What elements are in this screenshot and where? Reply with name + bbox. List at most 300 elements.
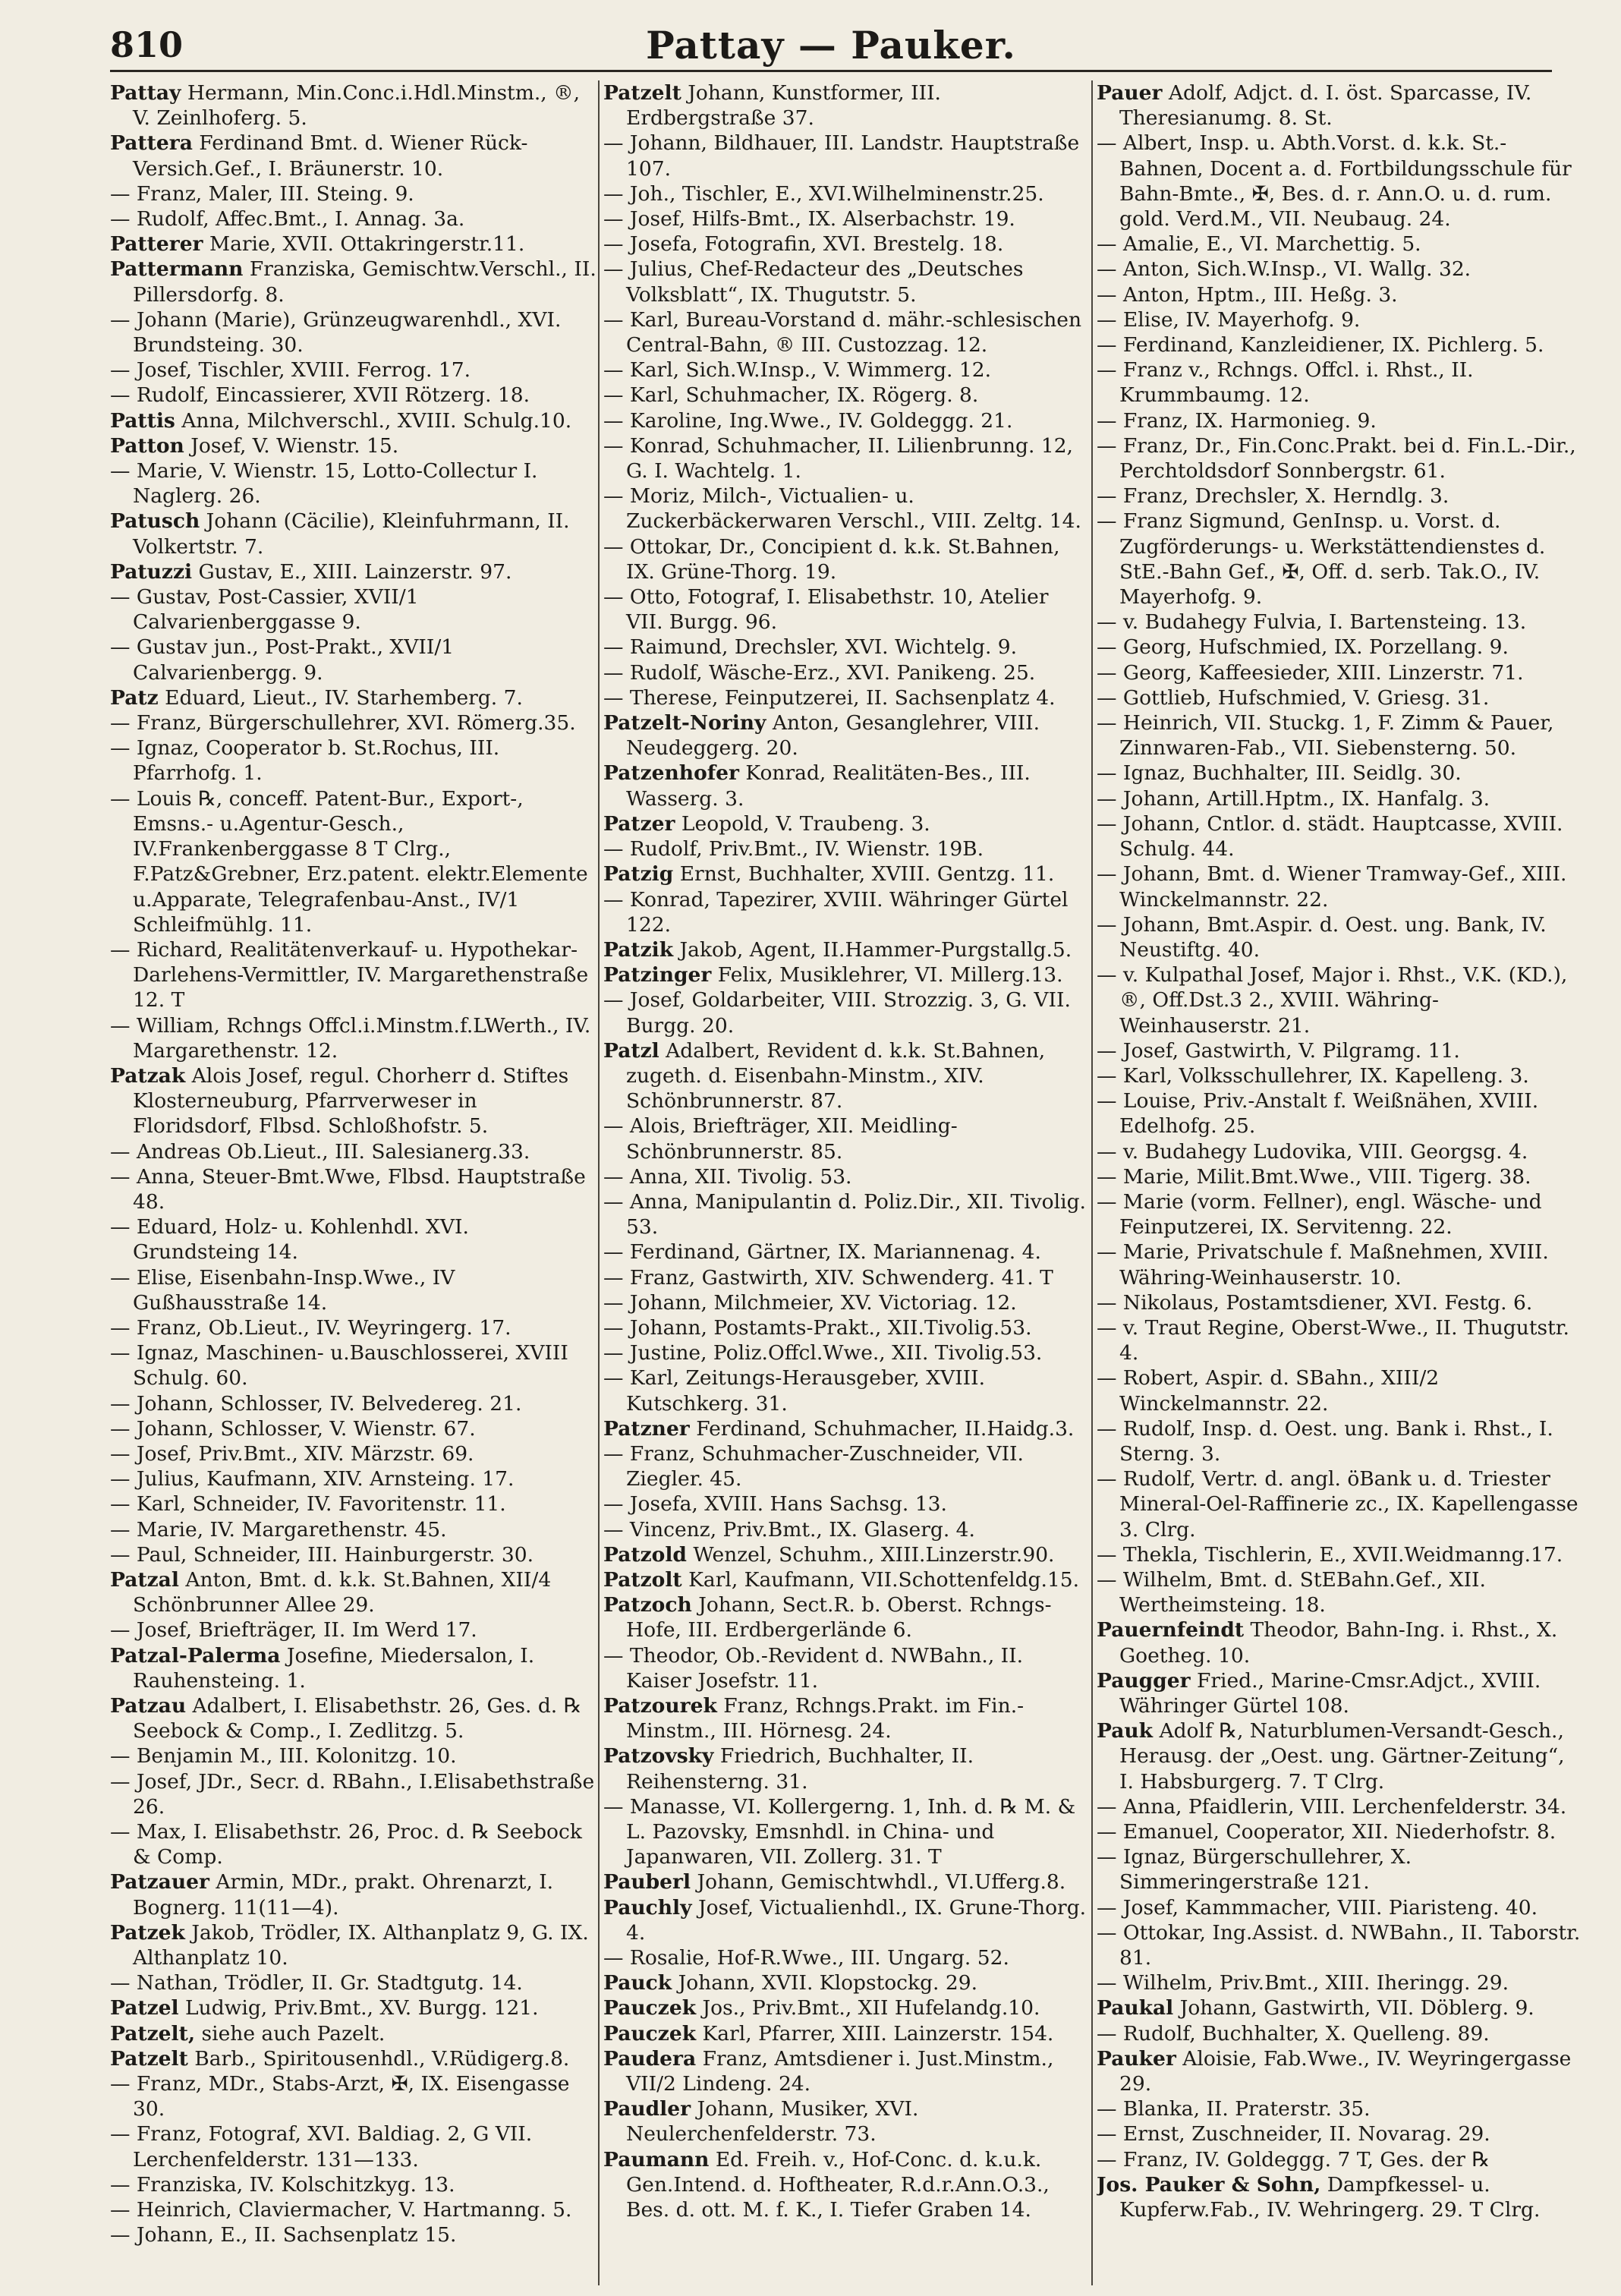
entry-details: — Benjamin M., III. Kolonitzg. 10. xyxy=(110,1744,457,1768)
entry-details: — Nathan, Trödler, II. Gr. Stadtgutg. 14. xyxy=(110,1971,523,1995)
entry-surname: Pauer xyxy=(1097,81,1163,105)
directory-entry xyxy=(1097,912,1584,962)
directory-entry xyxy=(603,1995,1091,2020)
directory-entry xyxy=(1097,962,1584,1038)
directory-entry xyxy=(1097,1794,1584,1819)
entry-details: — Franz, MDr., Stabs-Arzt, ✠, IX. Eisengasse 30. xyxy=(110,2072,570,2121)
entry-details: — Karoline, Ing.Wwe., IV. Goldeggg. 21. xyxy=(603,408,1013,433)
directory-entry xyxy=(1097,1189,1584,1239)
entry-details: — Josefa, XVIII. Hans Sachsg. 13. xyxy=(603,1492,947,1516)
entry-surname: Paudera xyxy=(603,2046,697,2071)
directory-entry xyxy=(1097,509,1584,609)
directory-entry xyxy=(110,1416,597,1441)
directory-entry xyxy=(110,383,597,408)
entry-details: Johann, Gastwirth, VII. Döblerg. 9. xyxy=(1173,1996,1534,2020)
entry-details: — Franz, Maler, III. Steing. 9. xyxy=(110,181,414,206)
directory-entry xyxy=(603,2096,1091,2146)
entry-surname: Patzak xyxy=(110,1063,186,1088)
entry-details: — Richard, Realitätenverkauf- u. Hypothekar-Darlehens-Vermittler, IV. Margarethenstraße 12. T xyxy=(110,937,589,1013)
entry-details: — Ignaz, Bürgerschullehrer, X. Simmeringerstraße 121. xyxy=(1097,1845,1412,1894)
directory-entry xyxy=(1097,433,1584,483)
directory-entry xyxy=(1097,761,1584,786)
entry-details: — Marie, Privatschule f. Maßnehmen, XVIII. Währing-Weinhauserstr. 10. xyxy=(1097,1240,1549,1290)
entry-details: — Anna, Pfaidlerin, VIII. Lerchenfelderstr. 34. xyxy=(1097,1794,1567,1819)
directory-entry xyxy=(110,1819,597,1869)
entry-details: Armin, MDr., prakt. Ohrenarzt, I. Bognerg. 11(11—4). xyxy=(133,1870,554,1920)
entry-details: — Marie, V. Wienstr. 15, Lotto-Collectur I. Naglerg. 26. xyxy=(110,459,538,509)
directory-entry xyxy=(603,534,1091,584)
entry-details: Ferdinand, Schuhmacher, II.Haidg.3. xyxy=(689,1416,1075,1441)
directory-entry xyxy=(603,2021,1091,2046)
entry-details: — Rudolf, Wäsche-Erz., XVI. Panikeng. 25. xyxy=(603,660,1036,685)
entry-details: — Georg, Hufschmied, IX. Porzellang. 9. xyxy=(1097,635,1509,660)
entry-details: — Karl, Sich.W.Insp., V. Wimmerg. 12. xyxy=(603,358,992,383)
entry-details: — Ignaz, Maschinen- u.Bauschlosserei, XVIII Schulg. 60. xyxy=(110,1341,568,1391)
entry-details: Ed. Freih. v., Hof-Conc. d. k.u.k. Gen.Intend. d. Hoftheater, R.d.r.Ann.O.3., Bes. d. ott. M. f. K., I. Tiefer Graben 14. xyxy=(626,2147,1050,2222)
directory-entry xyxy=(603,1441,1091,1491)
entry-details: — Franz Sigmund, GenInsp. u. Vorst. d. Zugförderungs- u. Werkstättendienstes d. StE.-Bahn Gef., ✠, Off. d. serb. Tak.O., IV. Mayerhofg. 9. xyxy=(1097,509,1546,609)
entry-surname: Patzourek xyxy=(603,1694,717,1718)
directory-entry xyxy=(1097,1416,1584,1466)
directory-entry xyxy=(603,1265,1091,1290)
entry-surname: Patzold xyxy=(603,1542,687,1567)
directory-entry xyxy=(110,1063,597,1139)
directory-entry xyxy=(1097,1895,1584,1920)
entry-details: — Josefa, Fotografin, XVI. Brestelg. 18. xyxy=(603,232,1004,257)
directory-entry xyxy=(110,1214,597,1265)
entry-details: — Marie, Milit.Bmt.Wwe., VIII. Tigerg. 38. xyxy=(1097,1164,1531,1189)
directory-entry xyxy=(603,761,1091,811)
directory-entry xyxy=(110,710,597,735)
entry-details: — Franz v., Rchngs. Offcl. i. Rhst., II. Krummbaumg. 12. xyxy=(1097,358,1474,408)
directory-entry xyxy=(1097,1466,1584,1542)
directory-entry xyxy=(603,307,1091,357)
entry-details: — Marie, IV. Margarethenstr. 45. xyxy=(110,1517,447,1542)
entry-details: Gustav, E., XIII. Lainzerstr. 97. xyxy=(192,559,512,584)
directory-entry xyxy=(1097,2096,1584,2121)
directory-entry xyxy=(110,1491,597,1516)
entry-details: — Anton, Sich.W.Insp., VI. Wallg. 32. xyxy=(1097,257,1471,282)
entry-details: Ludwig, Priv.Bmt., XV. Burgg. 121. xyxy=(178,1996,539,2020)
entry-details: — Marie (vorm. Fellner), engl. Wäsche- und Feinputzerei, IX. Servitenng. 22. xyxy=(1097,1189,1542,1239)
directory-entry xyxy=(603,1239,1091,1265)
directory-entry xyxy=(603,2147,1091,2223)
directory-entry xyxy=(603,181,1091,206)
directory-entry xyxy=(110,1743,597,1768)
directory-entry xyxy=(110,509,597,559)
directory-entry xyxy=(1097,1718,1584,1794)
entry-surname: Pauchly xyxy=(603,1895,692,1920)
directory-entry xyxy=(1097,1139,1584,1164)
page-header xyxy=(110,17,1552,72)
directory-entry xyxy=(110,685,597,710)
entry-details: Franziska, Gemischtw.Verschl., II. Pillersdorfg. 8. xyxy=(133,257,596,307)
directory-entry xyxy=(603,887,1091,937)
entry-details: — Johann, Postamts-Prakt., XII.Tivolig.53. xyxy=(603,1315,1032,1340)
directory-entry xyxy=(603,2046,1091,2096)
directory-entry xyxy=(603,962,1091,987)
directory-entry xyxy=(603,483,1091,534)
entry-details: — Johann, Artill.Hptm., IX. Hanfalg. 3. xyxy=(1097,786,1490,811)
entry-details: — Karl, Schneider, IV. Favoritenstr. 11. xyxy=(110,1492,506,1516)
entry-surname: Patz xyxy=(110,685,159,710)
directory-entry xyxy=(1097,1668,1584,1718)
directory-entry xyxy=(110,2197,597,2222)
entry-details: Karl, Pfarrer, XIII. Lainzerstr. 154. xyxy=(696,2021,1054,2046)
entry-details: — Josef, Tischler, XVIII. Ferrog. 17. xyxy=(110,358,471,383)
entry-surname: Pauberl xyxy=(603,1870,691,1894)
entry-details: Adalbert, Revident d. k.k. St.Bahnen, zugeth. d. Eisenbahn-Minstm., XIV. Schönbrunnerstr. 87. xyxy=(626,1038,1046,1113)
entry-details: — Josef, JDr., Secr. d. RBahn., I.Elisabethstraße 26. xyxy=(110,1769,595,1819)
entry-details: Fried., Marine-Cmsr.Adjct., XVIII. Währinger Gürtel 108. xyxy=(1119,1668,1541,1718)
entry-details: — Franz, Fotograf, XVI. Baldiag. 2, G VII. Lerchenfelderstr. 131—133. xyxy=(110,2122,533,2172)
directory-entry xyxy=(603,811,1091,836)
entry-details: — Louise, Priv.-Anstalt f. Weißnähen, XVIII. Edelhofg. 25. xyxy=(1097,1089,1539,1139)
directory-entry xyxy=(1097,1088,1584,1139)
directory-entry xyxy=(1097,710,1584,761)
directory-entry xyxy=(110,1441,597,1466)
directory-entry xyxy=(603,1592,1091,1642)
entry-details: — Anna, Manipulantin d. Poliz.Dir., XII. Tivolig. 53. xyxy=(603,1189,1086,1239)
entry-details: — Konrad, Schuhmacher, II. Lilienbrunng. 12, G. I. Wachtelg. 1. xyxy=(603,433,1073,483)
entry-surname: Patzelt xyxy=(110,2046,188,2071)
entry-details: — Nikolaus, Postamtsdiener, XVI. Festg. 6. xyxy=(1097,1290,1533,1315)
directory-entry xyxy=(1097,1315,1584,1365)
directory-entry xyxy=(110,735,597,786)
directory-entry xyxy=(110,80,597,131)
entry-details: Anna, Milchverschl., XVIII. Schulg.10. xyxy=(175,408,572,433)
entry-details: Jakob, Trödler, IX. Althanplatz 9, G. IX. Althanplatz 10. xyxy=(133,1920,589,1970)
directory-entry xyxy=(603,1567,1091,1592)
directory-entry xyxy=(1097,1819,1584,1844)
directory-entry xyxy=(603,257,1091,307)
directory-entry xyxy=(110,584,597,635)
entry-surname: Patzelt xyxy=(603,81,681,105)
entry-details: — Rudolf, Affec.Bmt., I. Annag. 3a. xyxy=(110,207,465,231)
entry-details: Johann, XVII. Klopstockg. 29. xyxy=(672,1971,978,1995)
entry-details: — Thekla, Tischlerin, E., XVII.Weidmanng.17. xyxy=(1097,1542,1563,1567)
entry-surname: Patzoch xyxy=(603,1593,692,1617)
entry-details: — Karl, Bureau-Vorstand d. mähr.-schlesischen Central-Bahn, ® III. Custozzag. 12. xyxy=(603,307,1082,357)
entry-surname: Pattera xyxy=(110,131,193,156)
directory-entry xyxy=(1097,635,1584,660)
entry-surname: Patzer xyxy=(603,811,675,836)
entry-details: — Konrad, Tapezirer, XVIII. Währinger Gürtel 122. xyxy=(603,887,1069,937)
directory-entry xyxy=(110,1517,597,1542)
directory-entry xyxy=(1097,1038,1584,1063)
directory-entry xyxy=(110,1693,597,1743)
entry-details: — Alois, Briefträger, XII. Meidling-Schönbrunnerstr. 85. xyxy=(603,1114,958,1164)
entry-details: — Rudolf, Vertr. d. angl. öBank u. d. Triester Mineral-Oel-Raffinerie zc., IX. Kapellengasse 3. Clrg. xyxy=(1097,1467,1579,1542)
entry-details: Franz, Amtsdiener i. Just.Minstm., VII/2 Lindeng. 24. xyxy=(626,2046,1054,2096)
entry-details: Dampfkessel- u. Kupferw.Fab., IV. Wehringerg. 29. T Clrg. xyxy=(1119,2172,1541,2222)
directory-entry xyxy=(603,584,1091,635)
entry-details: — Ignaz, Cooperator b. St.Rochus, III. Pfarrhofg. 1. xyxy=(110,736,500,786)
directory-entry xyxy=(110,231,597,257)
entry-surname: Patzl xyxy=(603,1038,659,1063)
entry-details: — Andreas Ob.Lieut., III. Salesianerg.33. xyxy=(110,1139,530,1164)
directory-entry xyxy=(1097,861,1584,912)
entry-details: Felix, Musiklehrer, VI. Millerg.13. xyxy=(711,963,1063,987)
entry-details: Ferdinand Bmt. d. Wiener Rück-Versich.Gef., I. Bräunerstr. 10. xyxy=(133,131,528,181)
directory-entry xyxy=(110,635,597,685)
entry-details: — Ignaz, Buchhalter, III. Seidlg. 30. xyxy=(1097,761,1462,786)
entry-surname: Patusch xyxy=(110,509,200,534)
directory-entry xyxy=(603,80,1091,131)
entry-details: Johann, Gemischtwhdl., VI.Ufferg.8. xyxy=(691,1870,1066,1894)
entry-details: — Franz, Dr., Fin.Conc.Prakt. bei d. Fin.L.-Dir., Perchtoldsdorf Sonnbergstr. 61. xyxy=(1097,433,1576,483)
entry-details: — Albert, Insp. u. Abth.Vorst. d. k.k. St.-Bahnen, Docent a. d. Fortbildungsschule für Bahn-Bmte., ✠, Bes. d. r. Ann.O. u. d. rum. gold. Verd.M., VII. Neubaug. 24. xyxy=(1097,131,1572,231)
directory-entry xyxy=(1097,1164,1584,1189)
directory-entry xyxy=(110,206,597,231)
directory-entry xyxy=(110,1970,597,1995)
entry-details: — v. Budahegy Fulvia, I. Bartensteing. 13. xyxy=(1097,610,1527,635)
directory-entry xyxy=(603,1743,1091,1794)
directory-entry xyxy=(603,1693,1091,1743)
directory-entry xyxy=(603,710,1091,761)
directory-entry xyxy=(1097,609,1584,635)
directory-entry xyxy=(1097,131,1584,231)
directory-entry xyxy=(110,1315,597,1340)
entry-details: siehe auch Pazelt. xyxy=(195,2021,386,2046)
entry-details: — Amalie, E., VI. Marchettig. 5. xyxy=(1097,232,1421,257)
directory-entry xyxy=(603,433,1091,483)
directory-entry xyxy=(1097,786,1584,811)
entry-details: — Eduard, Holz- u. Kohlenhdl. XVI. Grundsteing 14. xyxy=(110,1215,469,1265)
directory-entry xyxy=(603,1164,1091,1189)
entry-details: — Ottokar, Dr., Concipient d. k.k. St.Bahnen, IX. Grüne-Thorg. 19. xyxy=(603,534,1060,584)
entry-details: — Elise, Eisenbahn-Insp.Wwe., IV Gußhausstraße 14. xyxy=(110,1265,455,1315)
entry-surname: Patzelt, xyxy=(110,2021,196,2046)
entry-details: — Johann, Bmt. d. Wiener Tramway-Gef., XIII. Winckelmannstr. 22. xyxy=(1097,862,1567,912)
entry-details: — Franz, Drechsler, X. Herndlg. 3. xyxy=(1097,484,1449,509)
entry-details: — Karl, Zeitungs-Herausgeber, XVIII. Kutschkerg. 31. xyxy=(603,1366,986,1416)
entry-surname: Patzau xyxy=(110,1694,187,1718)
entry-details: — Josef, Priv.Bmt., XIV. Märzstr. 69. xyxy=(110,1441,474,1466)
directory-entry xyxy=(110,1013,597,1063)
entry-details: — Georg, Kaffeesieder, XIII. Linzerstr. 71. xyxy=(1097,660,1524,685)
entry-details: — Wilhelm, Bmt. d. StEBahn.Gef., XII. Wertheimsteing. 18. xyxy=(1097,1567,1486,1617)
directory-entry xyxy=(110,458,597,509)
entry-surname: Patzik xyxy=(603,937,674,962)
entry-details: — Franz, Schuhmacher-Zuschneider, VII. Ziegler. 45. xyxy=(603,1441,1024,1491)
entry-details: — Manasse, VI. Kollergerng. 1, Inh. d. ℞ M. & L. Pazovsky, Emsnhdl. in China- und Japanwaren, VII. Zollerg. 31. T xyxy=(603,1794,1076,1869)
entry-details: — Ferdinand, Kanzleidiener, IX. Pichlerg. 5. xyxy=(1097,333,1544,357)
directory-entry xyxy=(1097,2172,1584,2222)
entry-surname: Pattermann xyxy=(110,257,244,282)
entry-surname: Paugger xyxy=(1097,1668,1191,1693)
directory-entry xyxy=(110,1466,597,1491)
entry-details: — Gottlieb, Hufschmied, V. Griesg. 31. xyxy=(1097,685,1490,710)
column-middle xyxy=(603,80,1095,2285)
page-title: Pattay — Pauker. xyxy=(646,23,1016,68)
entry-details: — Karl, Schuhmacher, IX. Rögerg. 8. xyxy=(603,383,979,408)
directory-entry xyxy=(1097,257,1584,282)
entry-surname: Paukal xyxy=(1097,1996,1174,2020)
directory-entry xyxy=(110,559,597,584)
entry-details: — William, Rchngs Offcl.i.Minstm.f.LWerth., IV. Margarethenstr. 12. xyxy=(110,1013,591,1063)
directory-entry xyxy=(110,1995,597,2020)
entry-details: — Karl, Volksschullehrer, IX. Kapelleng. 3. xyxy=(1097,1063,1529,1088)
entry-details: — Blanka, II. Praterstr. 35. xyxy=(1097,2097,1371,2121)
entry-surname: Patzal-Palerma xyxy=(110,1643,281,1668)
entry-details: — Ottokar, Ing.Assist. d. NWBahn., II. Taborstr. 81. xyxy=(1097,1920,1581,1970)
entry-details: — Johann, E., II. Sachsenplatz 15. xyxy=(110,2223,457,2247)
entry-details: Adolf, Adjct. d. I. öst. Sparcasse, IV. Theresianumg. 8. St. xyxy=(1119,81,1532,131)
directory-entry xyxy=(110,786,597,937)
directory-entry xyxy=(110,1391,597,1416)
directory-entry xyxy=(1097,685,1584,710)
directory-entry xyxy=(603,937,1091,962)
entry-details: — Anton, Hptm., III. Heßg. 3. xyxy=(1097,282,1398,307)
directory-entry xyxy=(603,1895,1091,1945)
entry-details: — Franziska, IV. Kolschitzkyg. 13. xyxy=(110,2172,455,2197)
directory-entry xyxy=(603,1365,1091,1416)
entry-details: — Emanuel, Cooperator, XII. Niederhofstr. 8. xyxy=(1097,1820,1556,1844)
directory-entry xyxy=(110,1340,597,1391)
entry-details: — Franz, Ob.Lieut., IV. Weyringerg. 17. xyxy=(110,1315,511,1340)
directory-entry xyxy=(1097,231,1584,257)
entry-details: Anton, Gesanglehrer, VIII. Neudeggerg. 20. xyxy=(626,711,1040,761)
directory-entry xyxy=(603,987,1091,1038)
entry-details: Johann (Cäcilie), Kleinfuhrmann, II. Volkertstr. 7. xyxy=(133,509,570,559)
entry-details: — Rosalie, Hof-R.Wwe., III. Ungarg. 52. xyxy=(603,1946,1009,1970)
entry-details: — Johann, Schlosser, V. Wienstr. 67. xyxy=(110,1416,476,1441)
directory-entry xyxy=(110,2121,597,2172)
directory-entry xyxy=(110,2222,597,2247)
entry-surname: Patterer xyxy=(110,232,203,257)
directory-entry xyxy=(603,1416,1091,1441)
entry-surname: Patzinger xyxy=(603,963,712,987)
entry-surname: Patzelt-Noriny xyxy=(603,711,766,735)
entry-surname: Paudler xyxy=(603,2097,691,2121)
entry-details: — v. Traut Regine, Oberst-Wwe., II. Thugutstr. 4. xyxy=(1097,1315,1569,1365)
directory-entry xyxy=(1097,2121,1584,2146)
entry-details: — Heinrich, VII. Stuckg. 1, F. Zimm & Pauer, Zinnwaren-Fab., VII. Siebensterng. 50. xyxy=(1097,711,1554,761)
directory-entry xyxy=(1097,1542,1584,1567)
entry-surname: Pauernfeindt xyxy=(1097,1618,1245,1642)
directory-entry xyxy=(1097,1920,1584,1970)
entry-details: — Johann, Bmt.Aspir. d. Oest. ung. Bank, IV. Neustiftg. 40. xyxy=(1097,912,1547,962)
directory-entry xyxy=(1097,1290,1584,1315)
directory-entry xyxy=(1097,1995,1584,2020)
entry-details: — Franz, Bürgerschullehrer, XVI. Römerg.35. xyxy=(110,711,576,735)
directory-entry xyxy=(110,1139,597,1164)
directory-entry xyxy=(603,1542,1091,1567)
entry-details: — Rudolf, Priv.Bmt., IV. Wienstr. 19B. xyxy=(603,837,984,861)
entry-details: Aloisie, Fab.Wwe., IV. Weyringergasse 29. xyxy=(1119,2046,1572,2096)
directory-entry xyxy=(1097,660,1584,685)
directory-entry xyxy=(1097,282,1584,307)
entry-surname: Patzenhofer xyxy=(603,761,739,786)
entry-details: — Heinrich, Claviermacher, V. Hartmanng. 5. xyxy=(110,2198,572,2222)
directory-entry xyxy=(110,2071,597,2121)
entry-details: Wenzel, Schuhm., XIII.Linzerstr.90. xyxy=(686,1542,1055,1567)
entry-details: Jakob, Agent, II.Hammer-Purgstallg.5. xyxy=(673,937,1072,962)
entry-details: Adolf ℞, Naturblumen-Versandt-Gesch., Herausg. der „Oest. ung. Gärtner-Zeitung“, I. Habsburgerg. 7. T Clrg. xyxy=(1119,1719,1565,1794)
entry-details: Konrad, Realitäten-Bes., III. Wasserg. 3. xyxy=(626,761,1031,811)
page-number: 810 xyxy=(110,24,184,65)
entry-surname: Jos. Pauker & Sohn, xyxy=(1097,2172,1321,2197)
directory-entry xyxy=(110,1643,597,1693)
directory-entry xyxy=(1097,332,1584,357)
entry-surname: Pauk xyxy=(1097,1719,1154,1743)
entry-details: — Vincenz, Priv.Bmt., IX. Glaserg. 4. xyxy=(603,1517,975,1542)
entry-details: — Johann (Marie), Grünzeugwarenhdl., XVI. Brundsteing. 30. xyxy=(110,307,562,357)
entry-details: Friedrich, Buchhalter, II. Reihensterng. 31. xyxy=(626,1744,974,1794)
entry-details: — Max, I. Elisabethstr. 26, Proc. d. ℞ Seebock & Comp. xyxy=(110,1820,582,1869)
directory-entry xyxy=(110,1265,597,1315)
entry-details: Marie, XVII. Ottakringerstr.11. xyxy=(203,232,525,257)
directory-entry xyxy=(603,408,1091,433)
directory-entry xyxy=(603,1290,1091,1315)
directory-entry xyxy=(603,1038,1091,1114)
entry-surname: Patzovsky xyxy=(603,1744,714,1768)
entry-details: Eduard, Lieut., IV. Starhemberg. 7. xyxy=(158,685,523,710)
directory-entry xyxy=(110,131,597,181)
entry-details: Johann, Kunstformer, III. Erdbergstraße 37. xyxy=(626,81,941,131)
entry-surname: Patzek xyxy=(110,1920,185,1945)
entry-details: — Johann, Schlosser, IV. Belvedereg. 21. xyxy=(110,1391,522,1416)
entry-details: Johann, Sect.R. b. Oberst. Rchngs-Hofe, III. Erdbergerlände 6. xyxy=(626,1593,1052,1642)
directory-entry xyxy=(1097,811,1584,861)
entry-surname: Patton xyxy=(110,433,184,458)
directory-entry xyxy=(110,1617,597,1642)
entry-details: — Johann, Milchmeier, XV. Victoriag. 12. xyxy=(603,1290,1017,1315)
entry-details: Theodor, Bahn-Ing. i. Rhst., X. Goetheg. 10. xyxy=(1119,1618,1558,1668)
directory-entry xyxy=(1097,1567,1584,1617)
entry-details: — Rudolf, Eincassierer, XVII Rötzerg. 18. xyxy=(110,383,530,408)
entry-details: — Josef, Goldarbeiter, VIII. Strozzig. 3, G. VII. Burgg. 20. xyxy=(603,988,1071,1038)
entry-surname: Pauker xyxy=(1097,2046,1176,2071)
directory-entry xyxy=(110,1869,597,1920)
entry-details: — Wilhelm, Priv.Bmt., XIII. Iheringg. 29. xyxy=(1097,1971,1509,1995)
directory-entry xyxy=(603,131,1091,181)
entry-surname: Patzig xyxy=(603,862,674,887)
entry-details: Hermann, Min.Conc.i.Hdl.Minstm., ®, V. Zeinlhoferg. 5. xyxy=(133,81,581,131)
directory-entry xyxy=(110,433,597,458)
entry-details: — Ernst, Zuschneider, II. Novarag. 29. xyxy=(1097,2122,1490,2146)
entry-surname: Pattis xyxy=(110,408,175,433)
directory-entry xyxy=(1097,1970,1584,1995)
entry-surname: Pauczek xyxy=(603,2021,697,2046)
entry-surname: Patzal xyxy=(110,1567,179,1592)
directory-entry xyxy=(110,181,597,206)
entry-details: — Joh., Tischler, E., XVI.Wilhelminenstr.25. xyxy=(603,181,1044,206)
directory-entry xyxy=(110,1542,597,1567)
directory-entry xyxy=(603,1491,1091,1516)
directory-entry xyxy=(1097,357,1584,408)
entry-details: — Josef, Kammmacher, VIII. Piaristeng. 40. xyxy=(1097,1895,1538,1920)
entry-details: — Robert, Aspir. d. SBahn., XIII/2 Winckelmannstr. 22. xyxy=(1097,1366,1440,1416)
entry-details: Alois Josef, regul. Chorherr d. Stiftes Klosterneuburg, Pfarrverweser in Floridsdorf, Flbsd. Schloßhofstr. 5. xyxy=(133,1063,569,1139)
entry-details: — v. Kulpathal Josef, Major i. Rhst., V.K. (KD.), ®, Off.Dst.3 2., XVIII. Währing-Weinhauserstr. 21. xyxy=(1097,963,1568,1038)
directory-entry xyxy=(110,408,597,433)
directory-entry xyxy=(1097,307,1584,332)
entry-surname: Patzolt xyxy=(603,1567,682,1592)
directory-entry xyxy=(603,1869,1091,1894)
entry-details: — Moriz, Milch-, Victualien- u. Zuckerbäckerwaren Verschl., VIII. Zeltg. 14. xyxy=(603,484,1081,534)
directory-entry xyxy=(603,1794,1091,1870)
entry-surname: Patuzzi xyxy=(110,559,193,584)
entry-details: Barb., Spiritousenhdl., V.Rüdigerg.8. xyxy=(187,2046,570,2071)
entry-details: — Rudolf, Insp. d. Oest. ung. Bank i. Rhst., I. Sterng. 3. xyxy=(1097,1416,1553,1466)
directory-entry xyxy=(110,1920,597,1970)
directory-entry xyxy=(603,1643,1091,1693)
entry-details: — Elise, IV. Mayerhofg. 9. xyxy=(1097,307,1361,332)
entry-surname: Patzauer xyxy=(110,1870,209,1894)
entry-details: — Ferdinand, Gärtner, IX. Mariannenag. 4. xyxy=(603,1240,1041,1265)
